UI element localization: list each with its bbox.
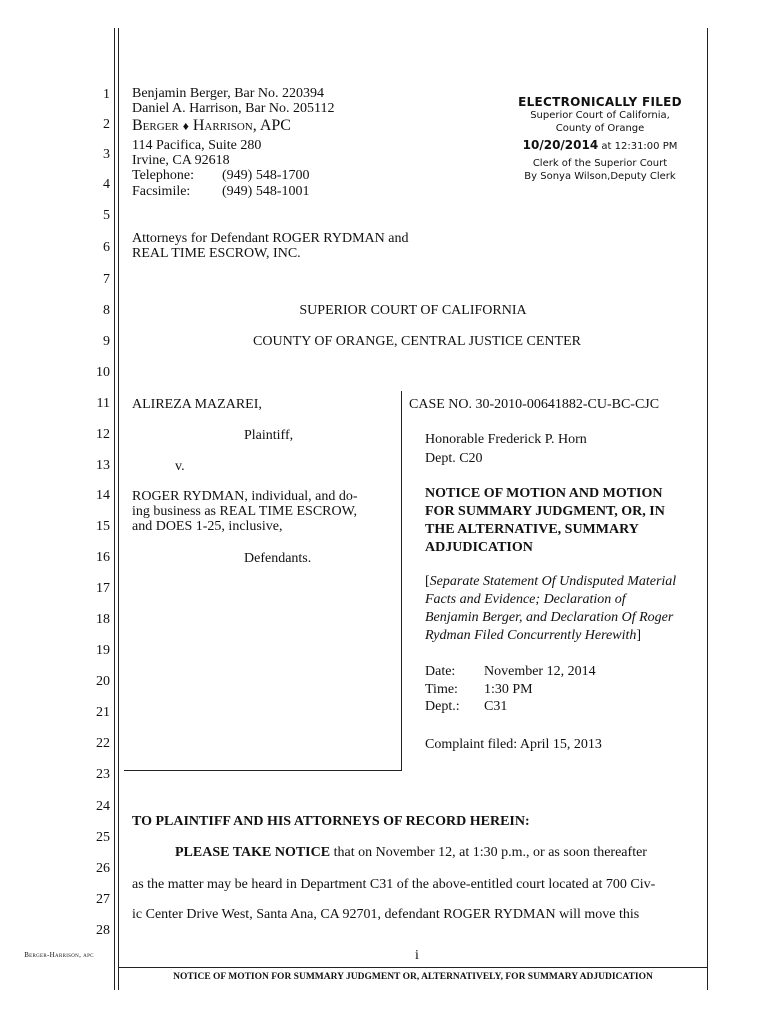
- concurrent-line-1: [425, 573, 676, 591]
- left-margin-rule-inner: [118, 28, 119, 990]
- line-number: 21: [96, 705, 110, 720]
- defendant-line-1: ROGER RYDMAN, individual, and do-: [132, 489, 358, 504]
- plaintiff-label: Plaintiff,: [244, 428, 294, 443]
- concurrent-line-3: Benjamin Berger, and Declaration Of Roger: [425, 610, 674, 625]
- line-number: 7: [103, 272, 110, 287]
- line-number: 25: [96, 830, 110, 845]
- stamp-time: at 12:31:00 PM: [598, 141, 678, 152]
- please-take-notice: PLEASE TAKE NOTICE: [175, 845, 331, 860]
- footer-firm-name: Berger-Harrison, apc: [24, 951, 94, 959]
- concurrent-text-4: Rydman Filed Concurrently Herewith: [425, 628, 637, 643]
- line-number: 14: [96, 488, 110, 503]
- stamp-datetime: [505, 139, 695, 153]
- complaint-filed: Complaint filed: April 15, 2013: [425, 737, 602, 752]
- hearing-time-value: 1:30 PM: [484, 682, 533, 697]
- line-number: 2: [103, 117, 110, 132]
- line-number: 23: [96, 767, 110, 782]
- hearing-date-label: Date:: [425, 664, 456, 679]
- hearing-dept-label: Dept.:: [425, 699, 460, 714]
- attorney-line-1: Benjamin Berger, Bar No. 220394: [132, 86, 325, 101]
- line-number: 11: [96, 396, 110, 411]
- judge-name: Honorable Frederick P. Horn: [425, 432, 587, 447]
- fax-number: (949) 548-1001: [222, 184, 310, 199]
- line-number: 1: [103, 87, 110, 102]
- stamp-title: ELECTRONICALLY FILED: [518, 95, 682, 109]
- caption-bottom-rule: [124, 770, 402, 771]
- concurrent-filings: [425, 573, 676, 645]
- judge-department: Dept. C20: [425, 451, 483, 466]
- document-title-line-1: NOTICE OF MOTION AND MOTION: [425, 486, 663, 501]
- body-paragraph-line-2: as the matter may be heard in Department C31 of the above-entitled court located at 700 Civ-: [132, 877, 656, 892]
- plaintiff-name: ALIREZA MAZAREI,: [132, 397, 262, 412]
- document-title: [425, 485, 665, 557]
- concurrent-open-bracket: [: [425, 574, 430, 589]
- stamp-date: 10/20/2014: [522, 138, 599, 152]
- body-heading: TO PLAINTIFF AND HIS ATTORNEYS OF RECORD HEREIN:: [132, 814, 530, 829]
- line-number: 4: [103, 177, 110, 192]
- defendant-line-2: ing business as REAL TIME ESCROW,: [132, 504, 358, 519]
- address-line-2: Irvine, CA 92618: [132, 153, 230, 168]
- fax-label: Facsimile:: [132, 184, 191, 199]
- line-number: 28: [96, 923, 110, 938]
- line-number: 24: [96, 799, 110, 814]
- line-number: 9: [103, 334, 110, 349]
- line-number: 13: [96, 458, 110, 473]
- body-paragraph-line-3: ic Center Drive West, Santa Ana, CA 92701, defendant ROGER RYDMAN will move this: [132, 907, 640, 922]
- case-number: CASE NO. 30-2010-00641882-CU-BC-CJC: [409, 397, 660, 412]
- firm-name: [132, 118, 291, 134]
- line-number: 16: [96, 550, 110, 565]
- firm-name-part-2: Harrison, APC: [192, 117, 291, 134]
- concurrent-text-1: Separate Statement Of Undisputed Material: [429, 574, 677, 589]
- hearing-time-label: Time:: [425, 682, 458, 697]
- caption-vertical-rule: [401, 391, 402, 771]
- court-county: COUNTY OF ORANGE, CENTRAL JUSTICE CENTER: [253, 334, 581, 349]
- footer-document-title: NOTICE OF MOTION FOR SUMMARY JUDGMENT OR, ALTERNATIVELY, FOR SUMMARY ADJUDICATION: [173, 972, 653, 982]
- hearing-dept-value: C31: [484, 699, 508, 714]
- line-number: 15: [96, 519, 110, 534]
- document-title-line-3: THE ALTERNATIVE, SUMMARY: [425, 522, 639, 537]
- right-margin-rule: [707, 28, 708, 990]
- line-number: 6: [103, 240, 110, 255]
- stamp-clerk-1: Clerk of the Superior Court: [532, 158, 668, 169]
- attorneys-for-line-1: Attorneys for Defendant ROGER RYDMAN and: [132, 231, 409, 246]
- defendant-line-3: and DOES 1-25, inclusive,: [132, 519, 283, 534]
- line-number: 3: [103, 147, 110, 162]
- line-number: 10: [96, 365, 110, 380]
- stamp-court-1: Superior Court of California,: [530, 110, 670, 121]
- versus: v.: [175, 459, 185, 474]
- stamp-court-2: County of Orange: [555, 123, 645, 134]
- line-number: 17: [96, 581, 110, 596]
- document-title-line-2: FOR SUMMARY JUDGMENT, OR, IN: [425, 504, 665, 519]
- line-number: 12: [96, 427, 110, 442]
- court-name: SUPERIOR COURT OF CALIFORNIA: [299, 303, 527, 318]
- line-number: 5: [103, 208, 110, 223]
- page-number: i: [415, 948, 419, 963]
- firm-name-part-1: Berger: [132, 117, 179, 134]
- phone-number: (949) 548-1700: [222, 168, 310, 183]
- footer-rule: [119, 967, 707, 968]
- attorneys-for-line-2: REAL TIME ESCROW, INC.: [132, 246, 301, 261]
- line-number: 20: [96, 674, 110, 689]
- line-number: 19: [96, 643, 110, 658]
- phone-label: Telephone:: [132, 168, 194, 183]
- line-number: 27: [96, 892, 110, 907]
- diamond-icon: ♦: [182, 119, 189, 133]
- defendants-label: Defendants.: [244, 551, 312, 566]
- left-margin-rule-outer: [114, 28, 115, 990]
- address-line-1: 114 Pacifica, Suite 280: [132, 138, 262, 153]
- concurrent-close-bracket: ]: [636, 628, 642, 643]
- concurrent-line-2: Facts and Evidence; Declaration of: [425, 592, 626, 607]
- concurrent-line-4: [425, 627, 676, 645]
- body-line-1-rest: that on November 12, at 1:30 p.m., or as soon thereafter: [330, 845, 647, 860]
- attorney-line-2: Daniel A. Harrison, Bar No. 205112: [132, 101, 335, 116]
- line-number: 26: [96, 861, 110, 876]
- line-number: 18: [96, 612, 110, 627]
- stamp-clerk-2: By Sonya Wilson,Deputy Clerk: [524, 171, 676, 182]
- line-number: 22: [96, 736, 110, 751]
- line-number: 8: [103, 303, 110, 318]
- body-paragraph-line-1: [175, 845, 647, 861]
- hearing-date-value: November 12, 2014: [484, 664, 596, 679]
- document-title-line-4: ADJUDICATION: [425, 540, 533, 555]
- electronic-filing-stamp: [505, 96, 695, 183]
